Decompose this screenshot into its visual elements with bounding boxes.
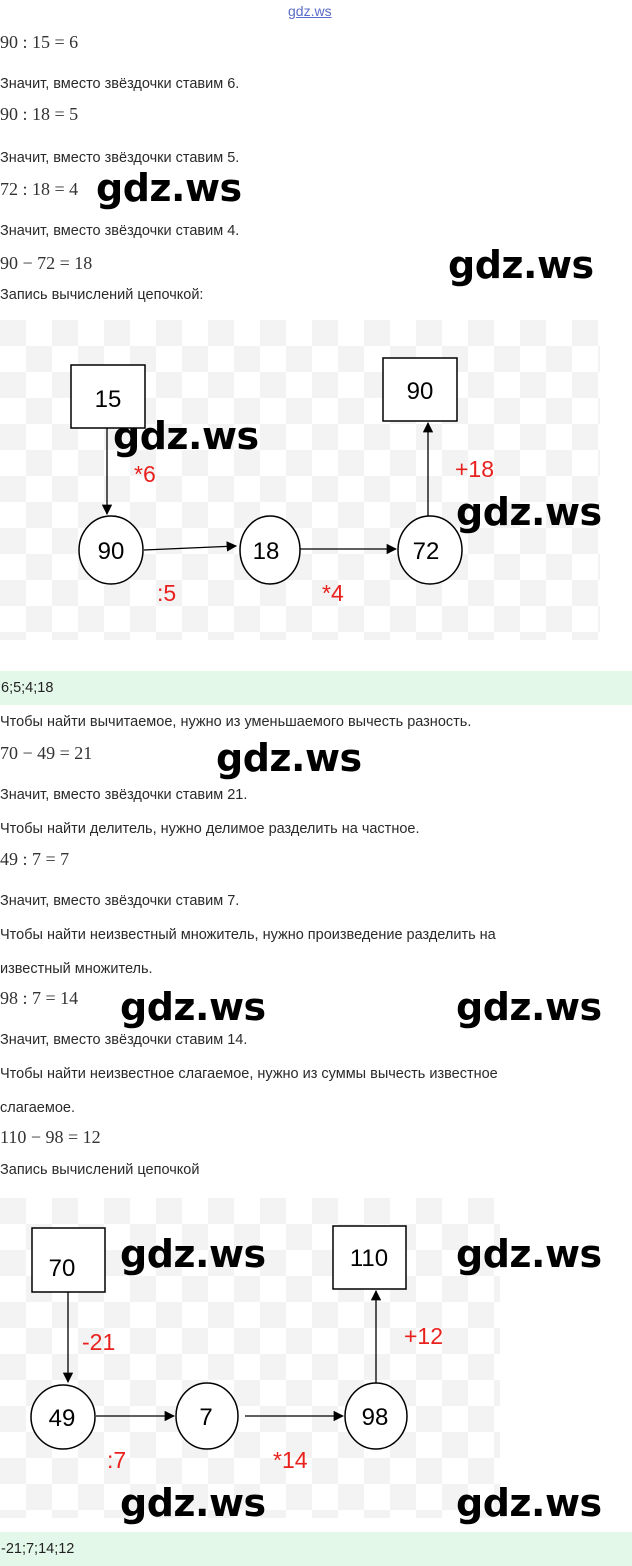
op-label: +12	[404, 1323, 444, 1349]
watermark: gdz.ws	[216, 736, 362, 780]
watermark: gdz.ws	[448, 243, 594, 287]
text-line: Значит, вместо звёздочки ставим 5.	[0, 150, 240, 166]
equation-line: 90 : 18 = 5	[0, 104, 79, 124]
watermark: gdz.ws	[456, 1481, 602, 1525]
op-label: *4	[322, 580, 344, 606]
end-box-label: 90	[406, 378, 434, 405]
watermark: gdz.ws	[120, 1232, 266, 1276]
equation-line: 70 − 49 = 21	[0, 743, 93, 763]
op-label: :5	[157, 580, 177, 606]
equation-line: 49 : 7 = 7	[0, 849, 70, 869]
text-line: Чтобы найти неизвестное слагаемое, нужно из суммы вычесть известное	[0, 1066, 498, 1082]
watermark: gdz.ws	[113, 414, 259, 458]
op-label: *14	[273, 1447, 308, 1473]
site-link[interactable]: gdz.ws	[288, 3, 332, 19]
chain-diagram-1	[0, 320, 632, 650]
answer-text: -21;7;14;12	[1, 1541, 75, 1557]
equation-line: 72 : 18 = 4	[0, 179, 79, 199]
answer-text: 6;5;4;18	[1, 680, 54, 696]
text-line: Запись вычислений цепочкой:	[0, 287, 204, 303]
circle-label: 18	[252, 538, 280, 565]
end-box-label: 110	[349, 1245, 389, 1272]
text-line: Чтобы найти делитель, нужно делимое разделить на частное.	[0, 821, 420, 837]
circle-label: 49	[48, 1405, 76, 1432]
watermark: gdz.ws	[456, 1232, 602, 1276]
watermark: gdz.ws	[96, 166, 242, 210]
circle-label: 72	[412, 538, 440, 565]
op-label: :7	[107, 1447, 127, 1473]
text-line: Значит, вместо звёздочки ставим 21.	[0, 787, 248, 803]
watermark: gdz.ws	[456, 490, 602, 534]
text-line: Значит, вместо звёздочки ставим 14.	[0, 1032, 248, 1048]
circle-label: 98	[361, 1404, 389, 1431]
answer-bar	[0, 671, 632, 705]
circle-label: 7	[199, 1404, 213, 1431]
start-box-label: 70	[48, 1255, 76, 1282]
equation-line: 90 : 15 = 6	[0, 32, 79, 52]
text-line: Значит, вместо звёздочки ставим 4.	[0, 223, 240, 239]
text-line: известный множитель.	[0, 961, 153, 977]
text-line: Чтобы найти неизвестный множитель, нужно произведение разделить на	[0, 927, 496, 943]
text-line: Значит, вместо звёздочки ставим 7.	[0, 893, 240, 909]
watermark: gdz.ws	[456, 985, 602, 1029]
text-line: Значит, вместо звёздочки ставим 6.	[0, 76, 240, 92]
watermark: gdz.ws	[120, 985, 266, 1029]
start-box-label: 15	[94, 386, 122, 413]
watermark: gdz.ws	[120, 1481, 266, 1525]
text-line: слагаемое.	[0, 1100, 75, 1116]
text-line: Запись вычислений цепочкой	[0, 1162, 200, 1178]
text-line: Чтобы найти вычитаемое, нужно из уменьшаемого вычесть разность.	[0, 714, 472, 730]
equation-line: 90 − 72 = 18	[0, 253, 93, 273]
op-label: +18	[455, 456, 495, 482]
op-label: -21	[82, 1329, 116, 1355]
op-label: *6	[134, 461, 156, 487]
equation-line: 98 : 7 = 14	[0, 988, 79, 1008]
answer-bar	[0, 1532, 632, 1566]
circle-label: 90	[97, 538, 125, 565]
equation-line: 110 − 98 = 12	[0, 1127, 101, 1147]
